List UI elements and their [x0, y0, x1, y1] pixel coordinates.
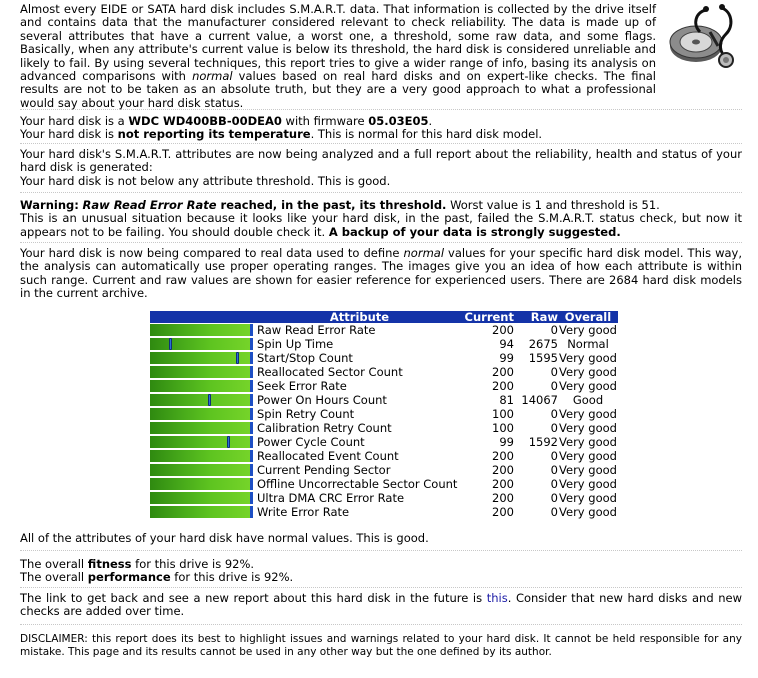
- current-value: 200: [492, 365, 514, 379]
- raw-value: 14067: [521, 393, 558, 407]
- comparison-emphasis: normal: [403, 246, 445, 260]
- attribute-range-bar: [150, 352, 251, 364]
- overall-rating: Very good: [559, 463, 617, 477]
- performance-line: [20, 571, 742, 584]
- warning-label: Warning:: [20, 198, 79, 212]
- table-row: [150, 365, 618, 379]
- table-row: [150, 463, 618, 477]
- hard-disk-stethoscope-icon: [666, 2, 738, 72]
- attribute-bar-cell: [150, 421, 253, 435]
- comparison-text-end: values for your specific hard disk model. This way, the analysis can automatically use proper operating ranges. The images give you an idea of how each attribute is within such range. Current and raw values are shown for easier reference for experienced users. There are 2684 hard disk models in the current archive.: [20, 246, 742, 301]
- temp-suffix: . This is normal for this hard disk model.: [310, 127, 543, 142]
- intro-paragraph: [20, 3, 656, 110]
- table-row: [150, 491, 618, 505]
- comparison-paragraph: [20, 247, 742, 301]
- attribute-range-bar: [150, 394, 251, 406]
- attribute-name: Write Error Rate: [257, 505, 350, 519]
- raw-value: 0: [550, 365, 558, 379]
- divider: [20, 242, 742, 243]
- attribute-bar-cell: [150, 491, 253, 505]
- current-value: 99: [499, 351, 514, 365]
- range-limit-marker: [250, 408, 253, 420]
- header-current: Current: [462, 311, 514, 323]
- attribute-range-bar: [150, 506, 251, 518]
- warning-line: [20, 199, 742, 212]
- current-value: 94: [499, 337, 514, 351]
- fitness-line: [20, 558, 742, 571]
- attribute-bar-cell: [150, 463, 253, 477]
- current-value: 200: [492, 491, 514, 505]
- attribute-name: Reallocated Event Count: [257, 449, 399, 463]
- attribute-value-marker: [208, 394, 211, 406]
- current-value: 200: [492, 463, 514, 477]
- temperature-line: [20, 128, 742, 141]
- model-name: WDC WD400BB-00DEA0: [128, 114, 282, 128]
- attribute-range-bar: [150, 338, 251, 350]
- link-paragraph: [20, 592, 742, 619]
- raw-value: 0: [550, 379, 558, 393]
- temp-prefix: Your hard disk is: [20, 127, 118, 142]
- report-link[interactable]: this: [486, 591, 508, 605]
- range-limit-marker: [250, 366, 253, 378]
- overall-rating: Very good: [559, 351, 617, 365]
- warning-attribute: Raw Read Error Rate: [82, 198, 217, 212]
- attribute-bar-cell: [150, 407, 253, 421]
- current-value: 81: [499, 393, 514, 407]
- backup-advice: A backup of your data is strongly suggested.: [328, 224, 621, 239]
- range-limit-marker: [250, 464, 253, 476]
- attribute-name: Seek Error Rate: [257, 379, 347, 393]
- divider: [20, 109, 742, 110]
- attribute-bar-cell: [150, 365, 253, 379]
- current-value: 100: [492, 407, 514, 421]
- raw-value: 0: [550, 323, 558, 337]
- table-row: [150, 351, 618, 365]
- attribute-name: Current Pending Sector: [257, 463, 391, 477]
- table-row: [150, 407, 618, 421]
- range-limit-marker: [250, 394, 253, 406]
- model-mid: with firmware: [281, 114, 369, 128]
- warning-explanation-text: This is an unusual situation because it looks like your hard disk, in the past, failed the S.M.A.R.T. status check, but now it appears not to be failing. You should double check it.: [20, 211, 742, 239]
- table-header-row: [150, 311, 618, 323]
- table-row: [150, 449, 618, 463]
- smart-attributes-table: [150, 311, 618, 519]
- attribute-name: Ultra DMA CRC Error Rate: [257, 491, 405, 505]
- fitness-label: fitness: [87, 557, 132, 571]
- raw-value: 0: [550, 449, 558, 463]
- threshold-status: Your hard disk is not below any attribute threshold. This is good.: [20, 173, 391, 188]
- model-suffix: .: [428, 114, 433, 128]
- raw-value: 0: [550, 491, 558, 505]
- divider: [20, 143, 742, 144]
- range-limit-marker: [250, 380, 253, 392]
- disclaimer: DISCLAIMER: this report does its best to highlight issues and warnings related to your hard disk. It cannot be held responsible for any mistake. This page and its results cannot be used in any other way but the one defined by its author.: [20, 633, 742, 658]
- attribute-bar-cell: [150, 477, 253, 491]
- table-row: [150, 379, 618, 393]
- model-prefix: Your hard disk is a: [20, 114, 129, 128]
- attribute-range-bar: [150, 478, 251, 490]
- attribute-name: Power On Hours Count: [257, 393, 387, 407]
- link-text-end: . Consider that new hard disks and new checks are added over time.: [20, 591, 743, 619]
- performance-prefix: The overall: [20, 570, 88, 585]
- current-value: 200: [492, 379, 514, 393]
- analysis-section: [20, 148, 742, 188]
- range-limit-marker: [250, 478, 253, 490]
- attribute-value-marker: [227, 436, 230, 448]
- overall-rating: Very good: [559, 435, 617, 449]
- current-value: 100: [492, 421, 514, 435]
- raw-value: 2675: [528, 337, 558, 351]
- overall-rating: Very good: [559, 421, 617, 435]
- current-value: 200: [492, 449, 514, 463]
- header-attribute: Attribute: [253, 311, 462, 323]
- overall-rating: Very good: [559, 323, 617, 337]
- table-row: [150, 393, 618, 407]
- attribute-name: Calibration Retry Count: [257, 421, 392, 435]
- header-bar-spacer: [150, 311, 253, 323]
- current-value: 200: [492, 505, 514, 519]
- attribute-bar-cell: [150, 337, 253, 351]
- attribute-bar-cell: [150, 435, 253, 449]
- overall-rating: Normal: [567, 337, 609, 351]
- fitness-prefix: The overall: [20, 557, 88, 571]
- performance-label: performance: [87, 570, 171, 585]
- table-body: [150, 323, 618, 519]
- raw-value: 0: [550, 407, 558, 421]
- raw-value: 1595: [528, 351, 558, 365]
- intro-text: Almost every EIDE or SATA hard disk includes S.M.A.R.T. data. That information is collected by the drive itself and contains data that the manufacturer considered relevant to check reliability. The data is made up of several attributes that have a current value, a worst one, a threshold, some raw data, and some flags. Basically, when any attribute's current value is below its threshold, the hard disk is considered unreliable and likely to fail. By using several techniques, this report tries to give a wider range of info, basing its analysis on advanced comparisons with: [20, 2, 656, 84]
- warning-explanation: [20, 212, 742, 239]
- range-limit-marker: [250, 506, 253, 518]
- intro-text-end: values based on real hard disks and on expert-like checks. The final results are not to be taken as an absolute truth, but they are a very good approach to what a professional would say about your hard disk status.: [20, 69, 656, 110]
- range-limit-marker: [250, 436, 253, 448]
- raw-value: 1592: [528, 435, 558, 449]
- attribute-name: Power Cycle Count: [257, 435, 365, 449]
- overall-rating: Very good: [559, 407, 617, 421]
- table-row: [150, 421, 618, 435]
- analysis-intro: Your hard disk's S.M.A.R.T. attributes are now being analyzed and a full report about the reliability, health and status of your hard disk is generated:: [20, 147, 742, 175]
- raw-value: 0: [550, 463, 558, 477]
- overall-rating: Very good: [559, 379, 617, 393]
- normal-values-note: All of the attributes of your hard disk have normal values. This is good.: [20, 531, 429, 545]
- current-value: 99: [499, 435, 514, 449]
- current-value: 200: [492, 477, 514, 491]
- link-text: The link to get back and see a new report about this hard disk in the future is: [20, 591, 487, 605]
- overall-rating: Very good: [559, 449, 617, 463]
- attribute-bar-cell: [150, 393, 253, 407]
- attribute-range-bar: [150, 450, 251, 462]
- attribute-bar-cell: [150, 449, 253, 463]
- range-limit-marker: [250, 422, 253, 434]
- attribute-range-bar: [150, 408, 251, 420]
- intro-emphasis: normal: [192, 69, 233, 84]
- raw-value: 0: [550, 505, 558, 519]
- header-raw: Raw: [514, 311, 558, 323]
- comparison-text: Your hard disk is now being compared to real data used to define: [20, 246, 404, 260]
- attribute-value-marker: [169, 338, 172, 350]
- attribute-bar-cell: [150, 323, 253, 337]
- firmware-version: 05.03E05: [368, 114, 429, 128]
- fitness-value: for this drive is 92%.: [131, 557, 255, 571]
- overall-rating: Very good: [559, 477, 617, 491]
- attribute-bar-cell: [150, 351, 253, 365]
- performance-value: for this drive is 92%.: [170, 570, 294, 585]
- range-limit-marker: [250, 324, 253, 336]
- attribute-range-bar: [150, 366, 251, 378]
- attribute-range-bar: [150, 492, 251, 504]
- attribute-range-bar: [150, 422, 251, 434]
- attribute-range-bar: [150, 324, 251, 336]
- temp-status: not reporting its temperature: [117, 127, 311, 142]
- attribute-name: Reallocated Sector Count: [257, 365, 403, 379]
- warning-bold-text: reached, in the past, its threshold.: [216, 198, 447, 212]
- summary-section: [20, 558, 742, 585]
- overall-rating: Very good: [559, 505, 617, 519]
- header-overall: Overall: [558, 311, 618, 323]
- model-section: [20, 115, 742, 142]
- range-limit-marker: [250, 450, 253, 462]
- overall-rating: Very good: [559, 365, 617, 379]
- attribute-value-marker: [236, 352, 239, 364]
- attribute-range-bar: [150, 436, 251, 448]
- current-value: 200: [492, 323, 514, 337]
- table-row: [150, 337, 618, 351]
- warning-section: [20, 199, 742, 239]
- table-row: [150, 323, 618, 337]
- raw-value: 0: [550, 421, 558, 435]
- attribute-range-bar: [150, 464, 251, 476]
- warning-detail: Worst value is 1 and threshold is 51.: [446, 198, 660, 212]
- attribute-name: Offline Uncorrectable Sector Count: [257, 477, 458, 491]
- attribute-bar-cell: [150, 505, 253, 519]
- table-row: [150, 505, 618, 519]
- attribute-name: Spin Retry Count: [257, 407, 355, 421]
- raw-value: 0: [550, 477, 558, 491]
- table-row: [150, 435, 618, 449]
- range-limit-marker: [250, 492, 253, 504]
- attribute-name: Start/Stop Count: [257, 351, 353, 365]
- range-limit-marker: [250, 352, 253, 364]
- attribute-bar-cell: [150, 379, 253, 393]
- overall-rating: Very good: [559, 491, 617, 505]
- model-line: [20, 115, 742, 128]
- attribute-name: Spin Up Time: [257, 337, 334, 351]
- divider: [20, 192, 742, 193]
- range-limit-marker: [250, 338, 253, 350]
- attribute-name: Raw Read Error Rate: [257, 323, 376, 337]
- divider: [20, 624, 742, 625]
- overall-rating: Good: [572, 393, 604, 407]
- divider: [20, 587, 742, 588]
- attribute-range-bar: [150, 380, 251, 392]
- divider: [20, 550, 742, 551]
- table-row: [150, 477, 618, 491]
